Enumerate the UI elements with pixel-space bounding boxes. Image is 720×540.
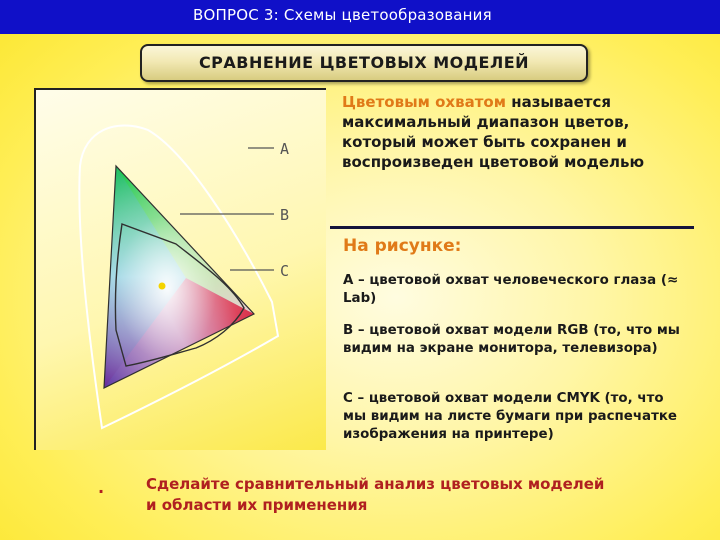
- header-title: ВОПРОС 3: Схемы цветообразования: [193, 6, 492, 24]
- definition-text: называется максимальный диапазон цветов, который может быть сохранен и воспроизведен цветовой моделью: [342, 93, 645, 171]
- figure-note-b: В – цветовой охват модели RGB (то, что мы видим на экране монитора, телевизора): [343, 323, 680, 356]
- figure-note-c: С – цветовой охват модели CMYK (то, что мы видим на листе бумаги при распечатке изображения на принтере): [343, 391, 677, 442]
- definition-paragraph: [342, 92, 694, 172]
- gamut-label-a: A: [280, 140, 290, 158]
- white-point-mark: [159, 283, 166, 290]
- definition-block: [342, 92, 694, 172]
- gamut-label-b: B: [280, 206, 290, 224]
- task-text: Сделайте сравнительный анализ цветовых моделей и области их применения: [146, 475, 605, 514]
- gamut-label-c: C: [280, 262, 290, 280]
- gamut-fill-white-point: [104, 166, 254, 388]
- section-divider: [330, 226, 694, 229]
- header-bar: [0, 0, 720, 34]
- figure-notes-heading: На рисунке:: [343, 236, 462, 256]
- figure-note-a: А – цветовой охват человеческого глаза (≈ Lab): [343, 273, 679, 306]
- task-bullet: .: [98, 478, 105, 497]
- gamut-diagram: [36, 90, 326, 450]
- color-gamut-figure: [34, 88, 326, 450]
- slide-title-banner: СРАВНЕНИЕ ЦВЕТОВЫХ МОДЕЛЕЙ: [140, 44, 588, 82]
- definition-term: Цветовым охватом: [342, 93, 506, 111]
